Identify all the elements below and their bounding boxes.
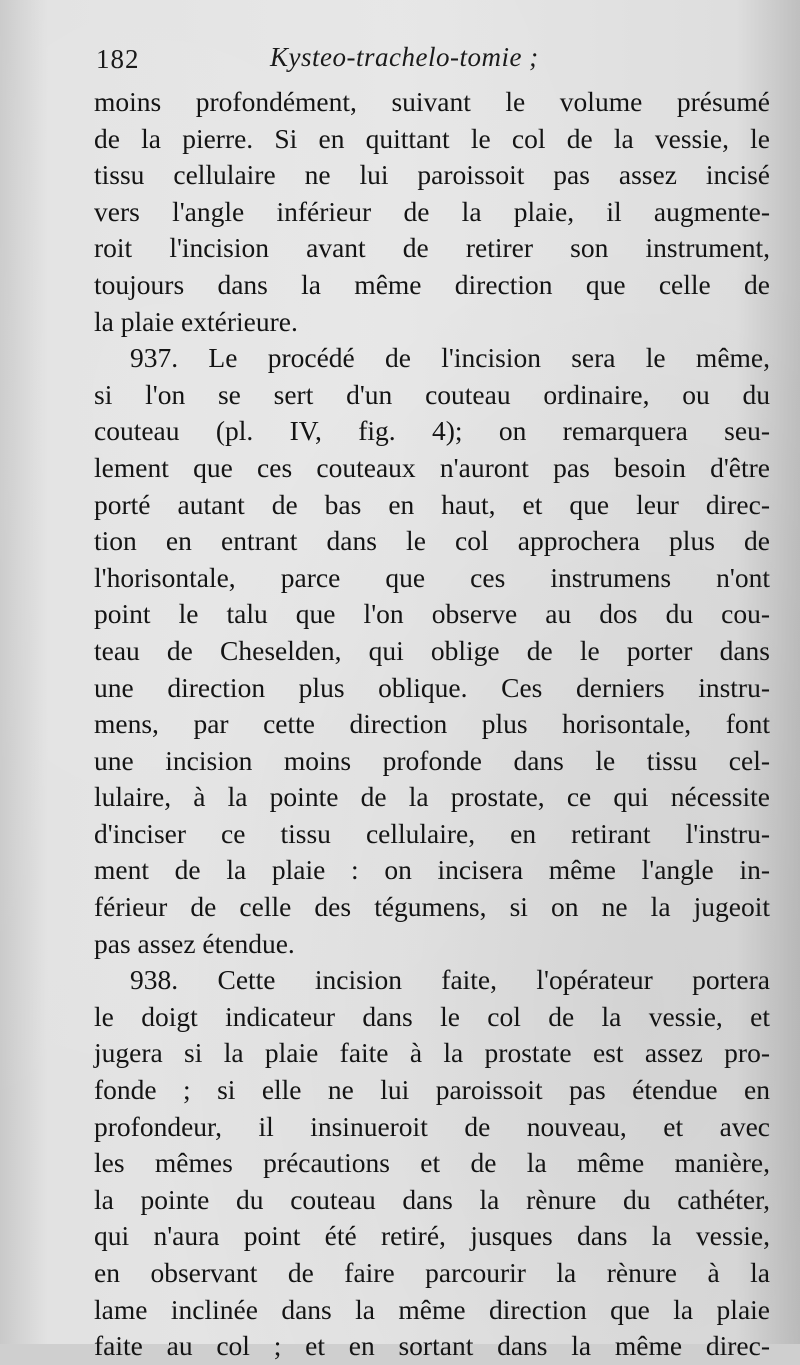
paragraph-938-start: 938. Cette incision faite, l'opérateur portera [130,964,770,996]
text-line: une direction plus oblique. Ces derniers instru- [94,671,770,703]
text-line: fonde ; si elle ne lui paroissoit pas étendue en [94,1074,770,1106]
text-line: jugera si la plaie faite à la prostate est assez pro- [94,1037,770,1069]
text-line: couteau (pl. IV, fig. 4); on remarquera seu- [94,415,770,447]
text-line: l'horisontale, parce que ces instrumens n'ont [94,561,770,593]
text-line: en observant de faire parcourir la rènure à la [94,1257,770,1288]
text-line: le doigt indicateur dans le col de la vessie, et [94,1000,770,1032]
text-line: les mêmes précautions et de la même manière, [94,1147,770,1179]
text-line: roit l'incision avant de retirer son instrument, [94,232,770,264]
paragraph-937-start: 937. Le procédé de l'incision sera le même, [130,342,770,374]
page-number: 182 [96,44,140,74]
running-title: Kysteo-trachelo-tomie ; [270,42,539,72]
text-line: lame inclinée dans la même direction que la plaie [94,1293,770,1325]
text-line: une incision moins profonde dans le tissu cel- [94,744,770,776]
text-line: porté autant de bas en haut, et que leur direc- [94,488,770,520]
text-line: d'inciser ce tissu cellulaire, en retirant l'instru- [94,817,770,849]
text-line: mens, par cette direction plus horisontale, font [94,708,770,740]
text-line: point le talu que l'on observe au dos du cou- [94,598,770,630]
text-line: tissu cellulaire ne lui paroissoit pas assez incisé [94,159,770,191]
text-line: teau de Cheselden, qui oblige de le porter dans [94,634,770,666]
text-line: faite au col ; et en sortant dans la même direc- [94,1330,770,1362]
text-line: de la pierre. Si en quittant le col de la vessie, le [94,122,770,154]
text-line: lulaire, à la pointe de la prostate, ce qui nécessite [94,781,770,813]
text-line: si l'on se sert d'un couteau ordinaire, ou du [94,378,770,410]
text-line: moins profondément, suivant le volume présumé [94,86,770,117]
text-line: pas assez étendue. [94,927,295,959]
running-head [96,40,566,84]
text-line: la plaie extérieure. [94,305,298,337]
text-line: qui n'aura point été retiré, jusques dans la vessie, [94,1220,770,1252]
text-line: ment de la plaie : on incisera même l'angle in- [94,854,770,886]
text-line: profondeur, il insinueroit de nouveau, et avec [94,1110,770,1142]
text-line: toujours dans la même direction que celle de [94,268,770,300]
text-line: vers l'angle inférieur de la plaie, il augmente- [94,195,770,227]
text-line: férieur de celle des tégumens, si on ne la jugeoit [94,891,770,923]
body-text [94,84,770,1365]
text-line: la pointe du couteau dans la rènure du cathéter, [94,1183,770,1215]
text-line: tion en entrant dans le col approchera plus de [94,525,770,557]
text-line: lement que ces couteaux n'auront pas besoin d'être [94,451,770,483]
